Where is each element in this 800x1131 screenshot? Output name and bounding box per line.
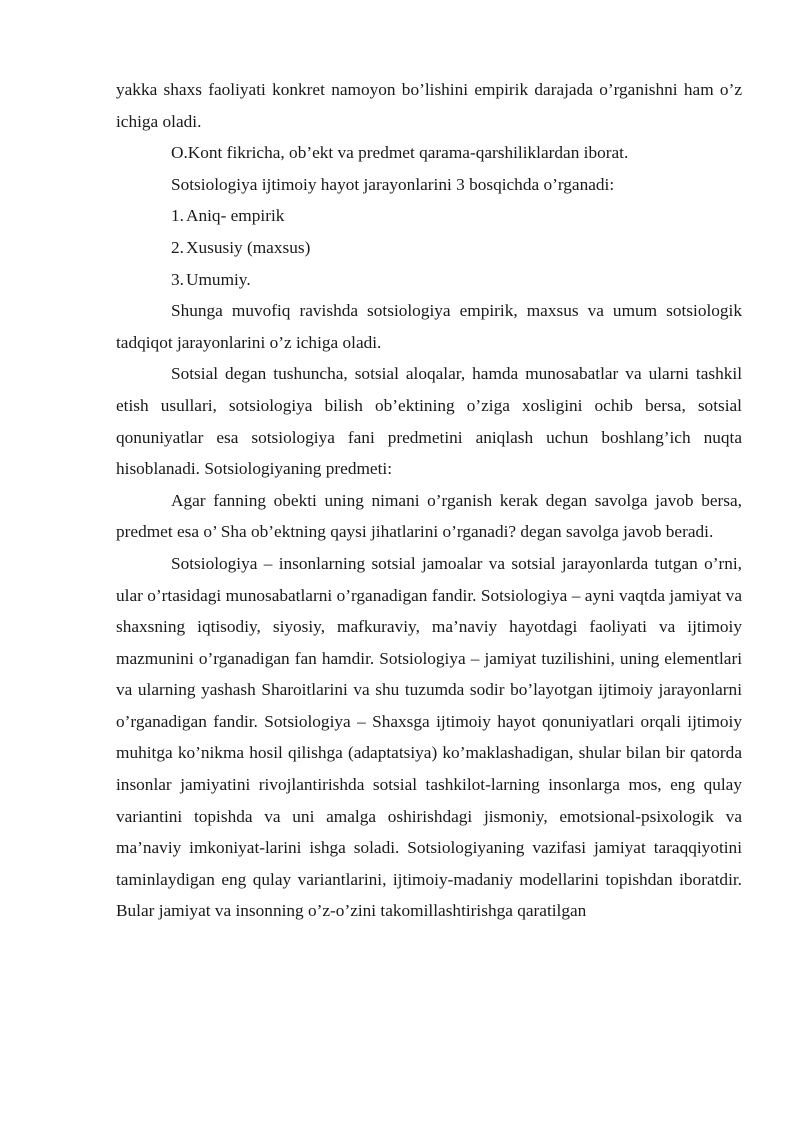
list-text: Aniq- empirik bbox=[186, 206, 285, 226]
list-item bbox=[116, 200, 742, 232]
paragraph-accordingly: Shunga muvofiq ravishda sotsiologiya empirik, maxsus va umum sotsiologik tadqiqot jarayonlarini o’z ichiga oladi. bbox=[116, 301, 742, 352]
list-item bbox=[116, 232, 742, 264]
paragraph-continuation: yakka shaxs faoliyati konkret namoyon bo’lishini empirik darajada o’rganishni ham o’z ichiga oladi. bbox=[116, 80, 742, 131]
list-number: 2. bbox=[171, 237, 184, 257]
list-item bbox=[116, 264, 742, 296]
paragraph-object-subject: Agar fanning obekti uning nimani o’rganish kerak degan savolga javob bersa, predmet esa o’ Sha ob’ektning qaysi jihatlarini o’rganadi? degan savolga javob beradi. bbox=[116, 490, 742, 542]
document-page bbox=[116, 74, 742, 927]
list-text: Umumiy. bbox=[186, 269, 251, 289]
paragraph-social-concept: Sotsial degan tushuncha, sotsial aloqalar, hamda munosabatlar va ularni tashkil etish usullari, sotsiologiya bilish ob’ektining o’ziga xosligini ochib bersa, sotsial qonuniyatlar esa sotsiologiya fani predmetini aniqlash uchun boshlang’ich nuqta hisoblanadi. Sotsiologiyaning predmeti: bbox=[116, 364, 742, 479]
paragraph-sociology-definition: Sotsiologiya – insonlarning sotsial jamoalar va sotsial jarayonlarda tutgan o’rni, ular o’rtasidagi munosabatlarni o’rganadigan fandir. Sotsiologiya – ayni vaqtda jamiyat va shaxsning iqtisodiy, siyosiy, mafkuraviy, ma’naviy hayotdagi faoliyati va ijtimoiy mazmunini o’rganadigan fan hamdir. Sotsiologiya – jamiyat tuzilishini, uning elementlari va ularning yashash Sharoitlarini va shu tuzumda sodir bo’layotgan ijtimoiy jarayonlarni o’rganadigan fandir. Sotsiologiya – Shaxsga ijtimoiy hayot qonuniyatlari orqali ijtimoiy muhitga ko’nikma hosil qilishga (adaptatsiya) ko’maklashadigan, shular bilan bir qatorda insonlar jamiyatini rivojlantirishda sotsial tashkilot-larning insonlarga mos, eng qulay variantini topishda va uni amalga oshirishdagi jismoniy, emotsional-psixologik va ma’naviy imkoniyat-larini ishga soladi. Sotsiologiyaning vazifasi jamiyat taraqqiyotini taminlaydigan eng qulay variantlarini, ijtimoiy-madaniy modellarini topishdan iboratdir. Bular jamiyat va insonning o’z-o’zini takomillashtirishga qaratilgan bbox=[116, 553, 742, 921]
paragraph-stages-intro: Sotsiologiya ijtimoiy hayot jarayonlarini 3 bosqichda o’rganadi: bbox=[171, 174, 615, 194]
numbered-list bbox=[116, 200, 742, 295]
list-text: Xususiy (maxsus) bbox=[186, 237, 311, 257]
list-number: 1. bbox=[171, 206, 184, 226]
list-number: 3. bbox=[171, 269, 184, 289]
paragraph-kont: O.Kont fikricha, ob’ekt va predmet qarama-qarshiliklardan iborat. bbox=[171, 143, 629, 163]
